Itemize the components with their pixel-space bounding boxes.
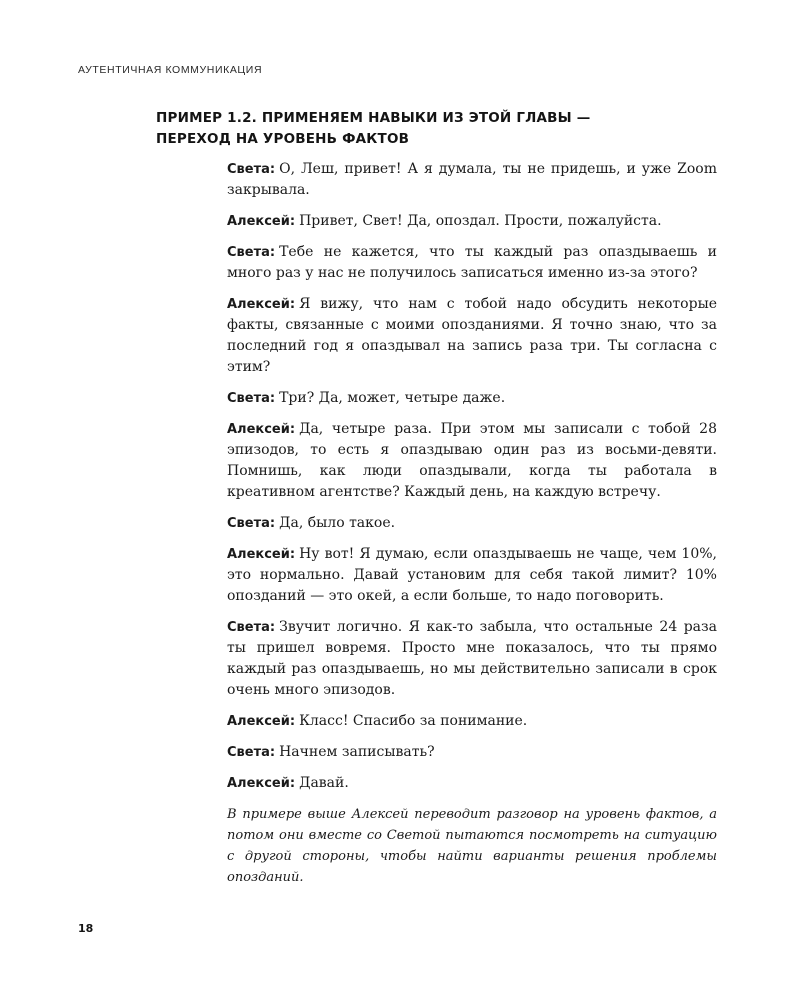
dialogue-line xyxy=(227,513,717,534)
dialogue-line xyxy=(227,419,717,503)
speaker-label: Алексей: xyxy=(227,714,296,729)
speaker-label: Алексей: xyxy=(227,776,296,791)
dialogue-text: Привет, Свет! Да, опоздал. Прости, пожалуйста. xyxy=(299,213,662,229)
dialogue-line xyxy=(227,388,717,409)
dialogue-text: Ну вот! Я думаю, если опаздываешь не чаще, чем 10%, это нормально. Давай установим для себя такой лимит? 10% опозданий — это окей, а если больше, то надо поговорить. xyxy=(227,546,717,604)
dialogue-line xyxy=(227,711,717,732)
dialogue-text: Давай. xyxy=(299,775,349,791)
example-note: В примере выше Алексей переводит разговор на уровень фактов, а потом они вместе со Светой пытаются посмотреть на ситуацию с другой стороны, чтобы найти варианты решения проблемы опозданий. xyxy=(227,807,717,885)
dialogue-text: Я вижу, что нам с тобой надо обсудить некоторые факты, связанные с моими опозданиями. Я точно знаю, что за последний год я опаздывал на запись раза три. Ты согласна с этим? xyxy=(227,296,717,375)
speaker-label: Алексей: xyxy=(227,214,296,229)
dialogue xyxy=(227,159,717,888)
dialogue-line xyxy=(227,211,717,232)
dialogue-line xyxy=(227,242,717,284)
dialogue-line xyxy=(227,742,717,763)
dialogue-text: Да, было такое. xyxy=(279,515,396,531)
dialogue-line xyxy=(227,294,717,378)
dialogue-text: Начнем записывать? xyxy=(279,744,435,760)
example-title-line-1: ПРИМЕР 1.2. ПРИМЕНЯЕМ НАВЫКИ ИЗ ЭТОЙ ГЛАВЫ — xyxy=(156,110,591,126)
speaker-label: Света: xyxy=(227,391,276,406)
example-title-line-2: ПЕРЕХОД НА УРОВЕНЬ ФАКТОВ xyxy=(156,131,410,147)
dialogue-line xyxy=(227,617,717,701)
speaker-label: Алексей: xyxy=(227,547,296,562)
dialogue-text: Тебе не кажется, что ты каждый раз опаздываешь и много раз у нас не получилось записаться именно из-за этого? xyxy=(227,244,717,281)
speaker-label: Света: xyxy=(227,162,276,177)
running-header: АУТЕНТИЧНАЯ КОММУНИКАЦИЯ xyxy=(78,64,263,76)
dialogue-text: Класс! Спасибо за понимание. xyxy=(299,713,528,729)
dialogue-line xyxy=(227,159,717,201)
dialogue-text: Три? Да, может, четыре даже. xyxy=(279,390,506,406)
speaker-label: Алексей: xyxy=(227,422,296,437)
dialogue-line xyxy=(227,544,717,607)
speaker-label: Алексей: xyxy=(227,297,296,312)
dialogue-text: Да, четыре раза. При этом мы записали с тобой 28 эпизодов, то есть я опаздываю один раз из восьми-девяти. Помнишь, как люди опаздывали, когда ты работала в креативном агентстве? Каждый день, на каждую встречу. xyxy=(227,421,717,500)
page-number: 18 xyxy=(78,922,94,935)
dialogue-text: Звучит логично. Я как-то забыла, что остальные 24 раза ты пришел вовремя. Просто мне показалось, что ты прямо каждый раз опаздываешь, но мы действительно записали в срок очень много эпизодов. xyxy=(227,619,717,698)
speaker-label: Света: xyxy=(227,245,276,260)
example-title xyxy=(156,108,676,150)
dialogue-text: О, Леш, привет! А я думала, ты не придешь, и уже Zoom закрывала. xyxy=(227,161,717,198)
speaker-label: Света: xyxy=(227,516,276,531)
speaker-label: Света: xyxy=(227,620,276,635)
dialogue-line xyxy=(227,773,717,794)
speaker-label: Света: xyxy=(227,745,276,760)
